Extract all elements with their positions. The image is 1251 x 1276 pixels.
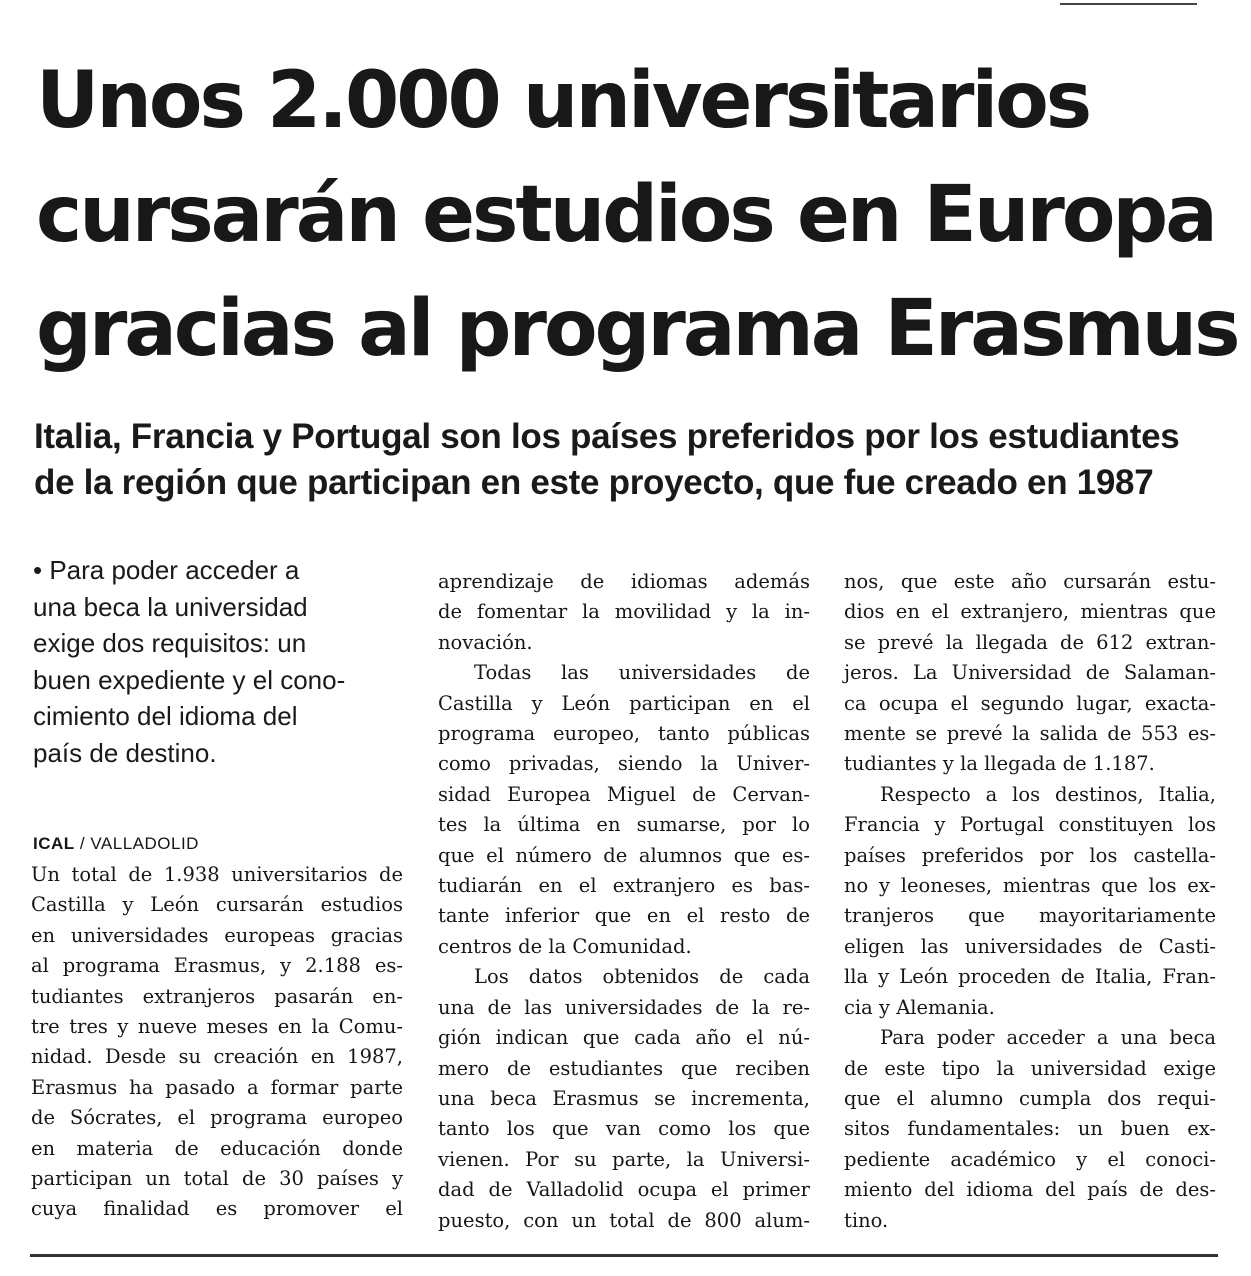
body-line: tes la última en sumarse, por lo xyxy=(438,813,810,837)
body-line: programa europeo, tanto públicas xyxy=(438,722,810,746)
body-line: pediente académico y el conoci- xyxy=(844,1147,1216,1171)
headline-line: gracias al programa Erasmus xyxy=(36,284,1238,374)
body-line: aprendizaje de idiomas además xyxy=(438,570,810,593)
subheadline-line: de la región que participan en este proyecto, que fue creado en 1987 xyxy=(34,463,1154,502)
subheadline-line: Italia, Francia y Portugal son los países preferidos por los estudiantes xyxy=(34,417,1180,456)
body-line: mero de estudiantes que reciben xyxy=(438,1056,810,1080)
article-column-3 xyxy=(844,567,1216,1236)
byline-location: / VALLADOLID xyxy=(74,834,199,853)
body-line: cia y Alemania. xyxy=(844,995,995,1019)
byline-agency: ICAL xyxy=(33,834,75,853)
headline-line: cursarán estudios en Europa xyxy=(36,170,1215,260)
body-line: que el alumno cumpla dos requi- xyxy=(844,1086,1216,1110)
body-line: Los datos obtenidos de cada xyxy=(474,965,810,989)
body-line: de Sócrates, el programa europeo xyxy=(31,1106,403,1130)
body-line: participan un total de 30 países y xyxy=(31,1167,403,1191)
body-line: Castilla y León participan en el xyxy=(438,691,810,715)
headline-line: Unos 2.000 universitarios xyxy=(36,56,1090,146)
body-line: tudiantes extranjeros pasarán en- xyxy=(31,984,403,1008)
subheadline xyxy=(34,414,1239,506)
body-line: tanto los que van como los que xyxy=(438,1117,810,1141)
body-line: vienen. Por su parte, la Universi- xyxy=(438,1147,810,1171)
summary-line: una beca la universidad xyxy=(33,591,308,622)
body-line: novación. xyxy=(438,630,533,654)
article-column-2 xyxy=(438,567,810,1236)
body-line: se prevé la llegada de 612 extran- xyxy=(844,630,1216,654)
top-rule xyxy=(1060,3,1197,5)
body-line: en materia de educación donde xyxy=(31,1136,403,1160)
body-line: ca ocupa el segundo lugar, exacta- xyxy=(844,691,1216,715)
body-line: tino. xyxy=(844,1208,889,1232)
body-line: centros de la Comunidad. xyxy=(438,934,692,958)
body-line: en universidades europeas gracias xyxy=(31,923,403,947)
summary-line: país de destino. xyxy=(33,737,217,768)
body-line: Un total de 1.938 universitarios de xyxy=(31,863,403,886)
summary-box xyxy=(33,552,383,771)
body-line: lla y León proceden de Italia, Fran- xyxy=(844,965,1216,989)
body-line: eligen las universidades de Casti- xyxy=(844,934,1216,958)
body-line: puesto, con un total de 800 alum- xyxy=(438,1208,810,1232)
body-line: miento del idioma del país de des- xyxy=(844,1178,1216,1202)
body-line: cuya finalidad es promover el xyxy=(31,1197,403,1221)
body-line: mente se prevé la salida de 553 es- xyxy=(844,722,1216,746)
body-line: que el número de alumnos que es- xyxy=(438,843,810,867)
body-line: Castilla y León cursarán estudios xyxy=(31,893,403,917)
body-line: dad de Valladolid ocupa el primer xyxy=(438,1178,810,1202)
body-line: Francia y Portugal constituyen los xyxy=(844,813,1216,837)
body-line: Respecto a los destinos, Italia, xyxy=(880,782,1216,806)
body-line: gión indican que cada año el nú- xyxy=(438,1026,810,1050)
summary-line: exige dos requisitos: un xyxy=(33,628,307,658)
body-line: nidad. Desde su creación en 1987, xyxy=(31,1045,403,1069)
body-line: sidad Europea Miguel de Cervan- xyxy=(438,782,810,806)
body-line: Para poder acceder a una beca xyxy=(880,1026,1216,1050)
summary-line: buen expediente y el cono- xyxy=(33,664,346,695)
article-column-1 xyxy=(31,860,403,1225)
body-line: una beca Erasmus se incrementa, xyxy=(438,1086,810,1110)
body-line: de este tipo la universidad exige xyxy=(844,1056,1216,1080)
body-line: sitos fundamentales: un buen ex- xyxy=(844,1117,1216,1141)
summary-line: cimiento del idioma del xyxy=(33,701,298,731)
body-line: como privadas, siendo la Univer- xyxy=(438,752,810,776)
body-line: al programa Erasmus, y 2.188 es- xyxy=(31,954,403,978)
body-line: Todas las universidades de xyxy=(474,661,810,685)
summary-line: • Para poder acceder a xyxy=(33,555,300,585)
body-line: tre tres y nueve meses en la Comu- xyxy=(31,1015,403,1039)
headline xyxy=(36,44,1241,386)
body-line: nos, que este año cursarán estu- xyxy=(844,570,1216,593)
body-line: jeros. La Universidad de Salaman- xyxy=(844,661,1216,685)
body-line: países preferidos por los castella- xyxy=(844,843,1216,867)
body-line: de fomentar la movilidad y la in- xyxy=(438,600,810,624)
body-line: tudiantes y la llegada de 1.187. xyxy=(844,752,1155,776)
body-line: tante inferior que en el resto de xyxy=(438,904,810,928)
byline xyxy=(33,834,199,854)
body-line: no y leoneses, mientras que los ex- xyxy=(844,874,1216,898)
body-line: una de las universidades de la re- xyxy=(438,995,810,1019)
body-line: tranjeros que mayoritariamente xyxy=(844,904,1216,928)
body-line: Erasmus ha pasado a formar parte xyxy=(31,1075,403,1099)
body-line: tudiarán en el extranjero es bas- xyxy=(438,874,810,898)
bottom-rule xyxy=(30,1254,1218,1257)
body-line: dios en el extranjero, mientras que xyxy=(844,600,1216,624)
